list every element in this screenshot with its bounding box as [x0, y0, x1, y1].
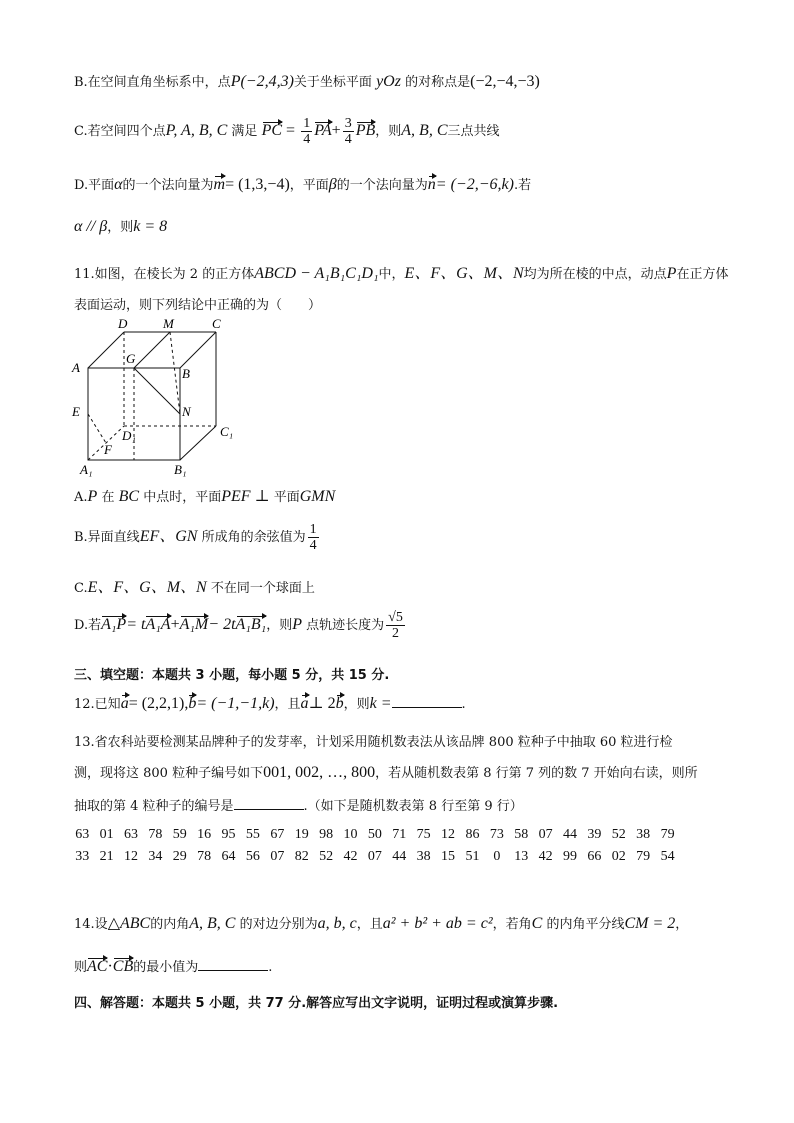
random-number-cell: 78 [148, 827, 163, 842]
random-number-cell: 34 [148, 849, 163, 864]
random-number-cell: 78 [197, 849, 212, 864]
random-number-cell: 66 [587, 849, 602, 864]
section-4-heading: 四、解答题：本题共 5 小题，共 77 分.解答应写出文字说明，证明过程或演算步骤. [74, 996, 559, 1011]
random-number-cell: 55 [245, 827, 260, 842]
cube-figure [66, 316, 246, 480]
random-number-cell: 42 [343, 849, 358, 864]
random-number-cell: 95 [221, 827, 236, 842]
random-number-cell: 51 [465, 849, 480, 864]
random-number-cell: 44 [563, 827, 577, 842]
q11-stem: 11.如图，在棱长为 2 的正方体ABCD − A₁B₁C₁D₁中，E、F、G、M、N均为所在棱的中点，动点P在正方体 [74, 265, 729, 282]
q13-line3: 抽取的第 4 粒种子的编号是 .（如下是随机数表第 8 行至第 9 行） [74, 799, 523, 814]
q10-option-c: C.若空间四个点P, A, B, C 满足 PC = $\frac{1}{4}$ PA+ $\frac{3}{4}$ PB，则A, B, C三点共线 [74, 116, 500, 147]
random-number-cell: 16 [197, 827, 212, 842]
q11-option-d: D.若A₁P= tA₁A+A₁M− 2tA₁B₁，则P 点轨迹长度为 $\frac{√5}{2}$ [74, 610, 403, 641]
q10-option-b: B.在空间直角坐标系中，点P(−2,4,3)关于坐标平面 yOz 的对称点是(−2,−4,−3) [74, 73, 540, 90]
q13-line1: 13.省农科站要检测某品牌种子的发芽率，计划采用随机数表法从该品牌 800 粒种子中抽取 60 粒进行检 [74, 735, 673, 750]
random-number-cell: 33 [75, 849, 90, 864]
random-number-cell: 07 [538, 827, 553, 842]
label-m: M [163, 316, 174, 331]
label-a1: A₁ [80, 462, 93, 477]
random-number-cell: 38 [636, 827, 651, 842]
label-n: N [182, 404, 191, 419]
random-row-9 [70, 846, 680, 868]
random-number-cell: 19 [294, 827, 309, 842]
random-number-cell: 38 [416, 849, 431, 864]
random-number-cell: 59 [172, 827, 187, 842]
random-number-cell: 12 [441, 827, 456, 842]
random-number-cell: 63 [75, 827, 90, 842]
random-number-cell: 63 [123, 827, 138, 842]
label-d1: D₁ [122, 428, 136, 443]
random-number-cell: 64 [221, 849, 236, 864]
random-number-cell: 44 [392, 849, 407, 864]
fraction: $\frac{3}{4}$ [344, 116, 352, 147]
fraction: $\frac{√5}{2}$ [388, 610, 403, 641]
label-c: C [212, 316, 221, 331]
q11-option-a: A.P 在 BC 中点时，平面PEF ⊥ 平面GMN [74, 488, 336, 505]
q14-line2: 则AC·CB的最小值为 . [74, 958, 273, 975]
random-number-cell: 58 [514, 827, 529, 842]
q11-option-b: B.异面直线EF、GN 所成角的余弦值为 $\frac{1}{4}$ [74, 522, 317, 553]
q14-line1: 14.设△ABC的内角A, B, C 的对边分别为a, b, c，且a² + b² + ab = c²，若角C 的内角平分线CM = 2， [74, 915, 689, 932]
random-number-cell: 52 [319, 849, 334, 864]
random-number-cell: 12 [123, 849, 138, 864]
random-number-cell: 02 [611, 849, 626, 864]
random-number-cell: 21 [99, 849, 114, 864]
random-number-cell: 29 [172, 849, 187, 864]
label-b: B [182, 366, 190, 381]
random-number-cell: 15 [441, 849, 456, 864]
answer-blank [392, 695, 462, 708]
random-number-cell: 10 [343, 827, 358, 842]
q11-stem-cont: 表面运动，则下列结论中正确的为（ ） [74, 298, 322, 313]
random-number-cell: 52 [611, 827, 626, 842]
random-number-cell: 0 [493, 849, 501, 864]
random-number-cell: 54 [660, 849, 675, 864]
fraction: $\frac{1}{4}$ [309, 522, 317, 553]
random-number-cell: 82 [294, 849, 309, 864]
random-number-cell: 71 [392, 827, 407, 842]
random-number-cell: 01 [99, 827, 114, 842]
label-g: G [126, 351, 136, 366]
random-number-cell: 98 [319, 827, 334, 842]
random-number-cell: 75 [416, 827, 431, 842]
fraction: $\frac{1}{4}$ [303, 116, 311, 147]
label-b1: B₁ [174, 462, 187, 477]
random-number-cell: 67 [270, 827, 285, 842]
random-row-8 [70, 824, 680, 846]
random-number-cell: 50 [367, 827, 382, 842]
label-d: D [118, 316, 128, 331]
random-number-table [70, 824, 680, 868]
label-c1: C₁ [220, 424, 234, 439]
label-a: A [72, 360, 80, 375]
random-number-cell: 79 [636, 849, 651, 864]
answer-blank [198, 958, 268, 971]
random-number-cell: 42 [538, 849, 553, 864]
random-number-cell: 99 [563, 849, 577, 864]
random-number-cell: 73 [489, 827, 504, 842]
random-number-cell: 86 [465, 827, 480, 842]
random-number-cell: 07 [367, 849, 382, 864]
label-f: F [104, 442, 112, 457]
q10-option-d-cont: α // β，则k = 8 [74, 218, 168, 235]
label-e: E [72, 404, 80, 419]
random-number-cell: 13 [514, 849, 529, 864]
random-number-cell: 56 [245, 849, 260, 864]
random-number-cell: 79 [660, 827, 675, 842]
section-3-heading: 三、填空题：本题共 3 小题，每小题 5 分，共 15 分. [74, 668, 390, 683]
answer-blank [234, 797, 304, 810]
q11-option-c: C.E、F、G、M、N 不在同一个球面上 [74, 579, 315, 596]
q12: 12.已知a= (2,2,1),b= (−1,−1,k)，且a⊥ 2b，则k = . [74, 695, 466, 712]
q10-option-d: D.平面α的一个法向量为m= (1,3,−4)，平面β的一个法向量为n= (−2,−6,k).若 [74, 176, 532, 193]
random-number-cell: 39 [587, 827, 602, 842]
q13-line2: 测，现将这 800 粒种子编号如下001, 002, …, 800，若从随机数表第 8 行第 7 列的数 7 开始向右读，则所 [74, 764, 698, 781]
random-number-cell: 07 [270, 849, 285, 864]
